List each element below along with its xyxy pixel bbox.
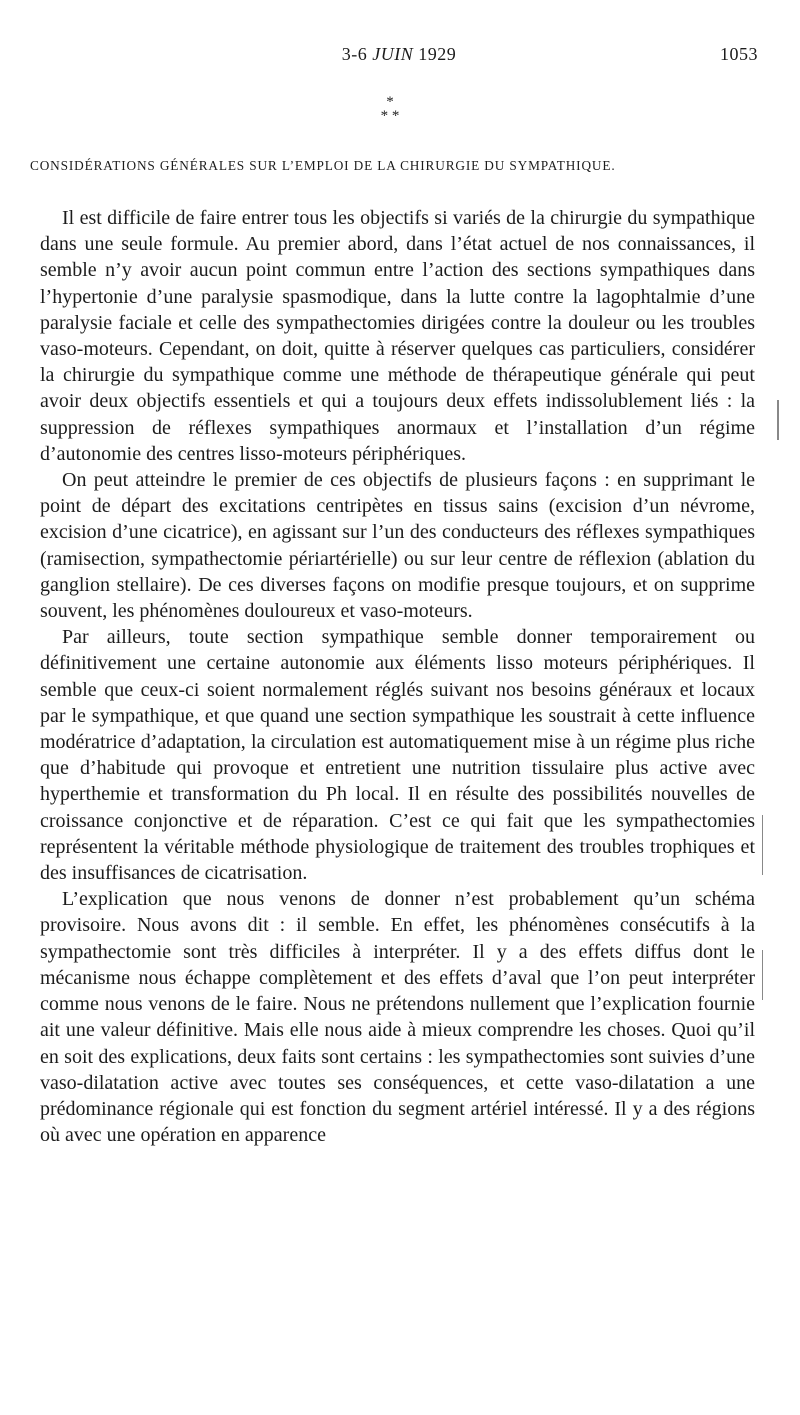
- margin-scan-mark: [777, 400, 779, 440]
- paragraph: Il est difficile de faire entrer tous les objectifs si variés de la chirurgie du sympathique dans une seule formule. Au premier abord, dans l’état actuel de nos connaissances, il semble n’y avoir aucun point commun entre l’action des sections sympathiques dans l’hypertonie d’une paralysie spasmodique, dans la lutte contre la lagophtalmie d’une paralysie faciale et celle des sympathectomies dirigées contre la douleur ou les troubles vaso-moteurs. Cependant, on doit, quitte à réserver quelques cas particuliers, considérer la chirurgie du sympathique comme une méthode de thérapeutique générale qui peut avoir deux objectifs essentiels et qui a toujours deux effets indissolublement liés : la suppression de réflexes sympathiques anormaux et l’installation d’un régime d’autonomie des centres lisso-moteurs périphériques.: [40, 207, 755, 465]
- margin-scan-mark: [762, 950, 763, 1000]
- paragraph: Par ailleurs, toute section sympathique semble donner temporairement ou définitivement une certaine autonomie aux éléments lisso moteurs périphériques. Il semble que ceux-ci soient normalement réglés suivant nos besoins généraux et locaux par le sympathique, et que quand une section sympathique les soustrait à cette influence modératrice d’adaptation, la circulation est automatiquement mise à un régime plus riche que d’habitude qui provoque et entretient une nutrition tissulaire plus active avec hyperthemie et transformation du Ph local. Il en résulte des possibilités nouvelles de croissance conjonctive et de réparation. C’est ce qui fait que les sympathectomies représentent la véritable méthode physiologique de traitement des troubles trophiques et des insuffisances de cicatrisation.: [40, 626, 755, 885]
- date-month: JUIN: [372, 44, 414, 64]
- asterism-divider: [340, 95, 440, 123]
- running-head: [40, 44, 758, 74]
- paragraph: On peut atteindre le premier de ces objectifs de plusieurs façons : en supprimant le point de départ des excitations centripètes en tissus sains (excision d’un névrome, excision d’une cicatrice), en agissant sur l’un des conducteurs des réflexes sympathiques (ramisection, sympathectomie périartérielle) ou sur leur centre de réflexion (ablation du ganglion stellaire). De ces diverses façons on modifie presque toujours, et on supprime souvent, les phénomènes douloureux et vaso-moteurs.: [40, 469, 755, 623]
- margin-scan-mark: [762, 815, 763, 875]
- article-body: [40, 205, 755, 1148]
- issue-date: [40, 44, 758, 65]
- date-year: 1929: [418, 44, 457, 64]
- section-title: CONSIDÉRATIONS GÉNÉRALES SUR L’EMPLOI DE LA CHIRURGIE DU SYMPATHIQUE.: [30, 158, 616, 173]
- asterism-bottom: * *: [380, 108, 400, 124]
- page-number: 1053: [720, 44, 758, 64]
- paragraph: L’explication que nous venons de donner n’est probablement qu’un schéma provisoire. Nous avons dit : il semble. En effet, les phénomènes consécutifs à la sympathectomie sont très difficiles à interpréter. Il y a des effets diffus dont le mécanisme nous échappe complètement et des effets d’aval que l’on peut interpréter comme nous venons de le faire. Nous ne prétendons nullement que l’explication fournie ait une valeur définitive. Mais elle nous aide à mieux comprendre les choses. Quoi qu’il en soit des explications, deux faits sont certains : les sympathectomies sont suivies d’une vaso-dilatation active avec toutes ses conséquences, et cette vaso-dilatation a une prédominance régionale qui est fonction du segment artériel intéressé. Il y a des régions où avec une opération en apparence: [40, 888, 755, 1147]
- date-prefix: 3-6: [341, 44, 368, 64]
- asterism-top: *: [386, 94, 394, 110]
